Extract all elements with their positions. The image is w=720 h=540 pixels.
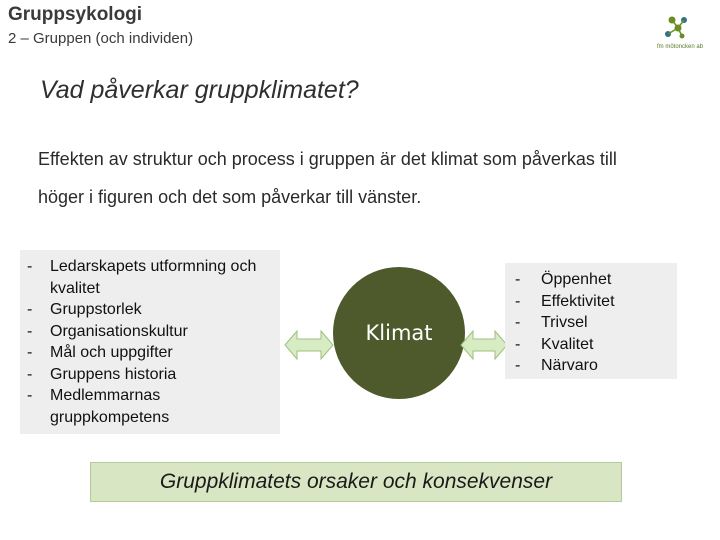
dash-marker: - [515,271,521,288]
list-item [505,355,615,377]
list-item-text: Medlemmarnas gruppkompetens [50,387,170,426]
dash-marker: - [27,301,33,318]
list-item-text: Effektivitet [541,292,615,310]
dash-marker: - [27,365,33,383]
causes-list [20,256,280,428]
header-subtitle: 2 – Gruppen (och individen) [8,30,194,47]
climate-label: Klimat [365,321,433,345]
list-item-text: Närvaro [541,357,598,374]
dash-marker: - [515,314,521,331]
list-item [20,364,280,386]
slide-title: Vad påverkar gruppklimatet? [40,76,359,104]
list-item-text: Trivsel [541,314,588,331]
list-item [20,342,280,364]
body-text-line: höger i figuren och det som påverkar till vänster. [38,187,422,207]
caption-box [90,462,622,502]
list-item [505,312,615,334]
list-item [505,291,615,313]
dash-marker: - [515,292,521,310]
left-double-arrow-icon [284,328,334,362]
logo-text: fm mötoncken ab [656,44,704,50]
list-item-text: Ledarskapets utformning och kvalitet [50,258,257,297]
list-item-text: Gruppstorlek [50,301,142,318]
list-item-text: Gruppens historia [50,365,177,383]
list-item [505,269,615,291]
body-text-line: Effekten av struktur och process i gruppen är det klimat som påverkas till [38,149,617,169]
list-item-text: Organisationskultur [50,322,188,340]
company-logo [650,14,708,54]
header-title: Gruppsykologi [8,4,143,25]
list-item [20,256,280,299]
climate-circle [333,267,465,399]
dash-marker: - [27,258,33,275]
causes-box [20,250,280,434]
list-item-text: Kvalitet [541,335,594,353]
caption-text: Gruppklimatets orsaker och konsekvenser [159,470,553,493]
consequences-list [505,269,615,377]
list-item [20,299,280,321]
dash-marker: - [27,322,33,340]
logo-mark-icon [650,14,708,46]
consequences-box [505,263,677,379]
dash-marker: - [515,357,521,374]
body-text [38,140,698,216]
list-item-text: Mål och uppgifter [50,344,173,361]
dash-marker: - [27,387,33,404]
dash-marker: - [27,344,33,361]
dash-marker: - [515,335,521,353]
list-item [20,385,280,428]
list-item [20,321,280,343]
list-item [505,334,615,356]
right-double-arrow-icon [460,328,508,362]
list-item-text: Öppenhet [541,271,612,288]
